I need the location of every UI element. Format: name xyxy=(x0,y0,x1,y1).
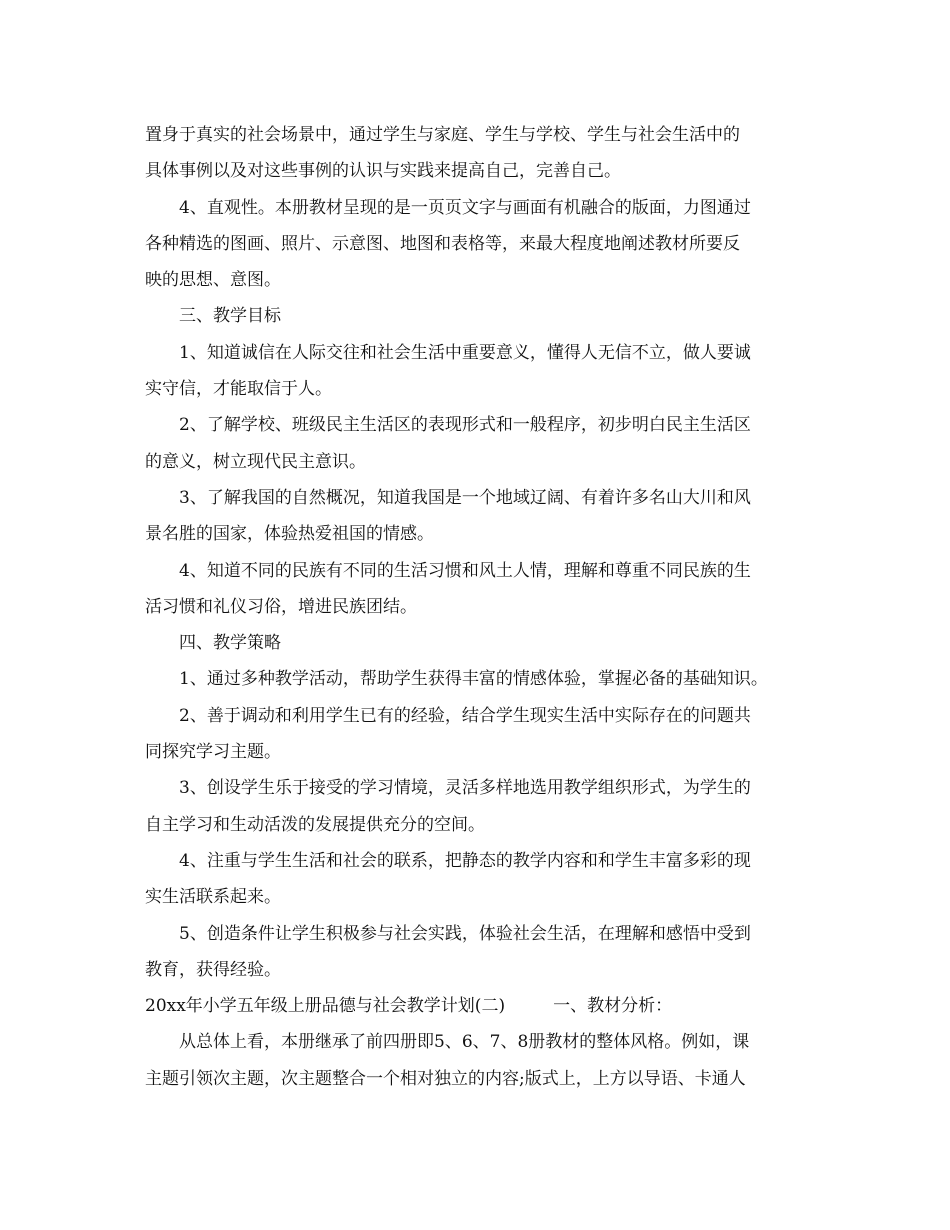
paragraph-line: 的意义，树立现代民主意识。 xyxy=(145,451,366,472)
paragraph-line: 2、善于调动和利用学生已有的经验，结合学生现实生活中实际存在的问题共 xyxy=(179,705,751,726)
document-body xyxy=(145,117,825,1097)
paragraph-line: 各种精选的图画、照片、示意图、地图和表格等，来最大程度地阐述教材所要反 xyxy=(145,233,740,254)
paragraph-line: 主题引领次主题，次主题整合一个相对独立的内容;版式上，上方以导语、卡通人 xyxy=(145,1068,746,1089)
paragraph-line: 3、了解我国的自然概况，知道我国是一个地域辽阔、有着许多名山大川和风 xyxy=(179,487,751,508)
section-heading: 三、教学目标 xyxy=(179,306,281,327)
paragraph-line: 4、知道不同的民族有不同的生活习惯和风土人情，理解和尊重不同民族的生 xyxy=(179,560,751,581)
paragraph-line: 教育，获得经验。 xyxy=(145,959,281,980)
paragraph-line: 同探究学习主题。 xyxy=(145,742,281,763)
paragraph-line: 4、直观性。本册教材呈现的是一页页文字与画面有机融合的版面，力图通过 xyxy=(179,197,751,218)
section-heading: 一、教材分析： xyxy=(553,996,673,1017)
paragraph-line: 自主学习和生动活泼的发展提供充分的空间。 xyxy=(145,814,485,835)
paragraph-line: 景名胜的国家，体验热爱祖国的情感。 xyxy=(145,524,434,545)
paragraph-line: 置身于真实的社会场景中，通过学生与家庭、学生与学校、学生与社会生活中的 xyxy=(145,125,740,145)
paragraph-line: 实守信，才能取信于人。 xyxy=(145,379,332,400)
paragraph-line: 映的思想、意图。 xyxy=(145,270,281,291)
section-heading: 四、教学策略 xyxy=(179,633,281,654)
paragraph-line: 实生活联系起来。 xyxy=(145,887,281,908)
paragraph-line: 具体事例以及对这些事例的认识与实践来提高自己，完善自己。 xyxy=(145,161,621,182)
paragraph-line: 1、通过多种教学活动，帮助学生获得丰富的情感体验，掌握必备的基础知识。 xyxy=(179,669,768,690)
paragraph-line: 5、创造条件让学生积极参与社会实践，体验社会生活，在理解和感悟中受到 xyxy=(179,923,751,944)
paragraph-line: 1、知道诚信在人际交往和社会生活中重要意义，懂得人无信不立，做人要诚 xyxy=(179,342,751,363)
document-title-line xyxy=(145,988,825,1024)
paragraph-line: 从总体上看，本册继承了前四册即5、6、7、8册教材的整体风格。例如，课 xyxy=(179,1032,750,1053)
paragraph-line: 活习惯和礼仪习俗，增进民族团结。 xyxy=(145,596,417,617)
paragraph-line: 4、注重与学生生活和社会的联系，把静态的教学内容和和学生丰富多彩的现 xyxy=(179,850,751,871)
paragraph-line: 3、创设学生乐于接受的学习情境，灵活多样地选用教学组织形式，为学生的 xyxy=(179,778,751,799)
paragraph-line: 2、了解学校、班级民主生活区的表现形式和一般程序，初步明白民主生活区 xyxy=(179,415,751,436)
document-title: 20xx年小学五年级上册品德与社会教学计划(二) xyxy=(145,996,506,1017)
